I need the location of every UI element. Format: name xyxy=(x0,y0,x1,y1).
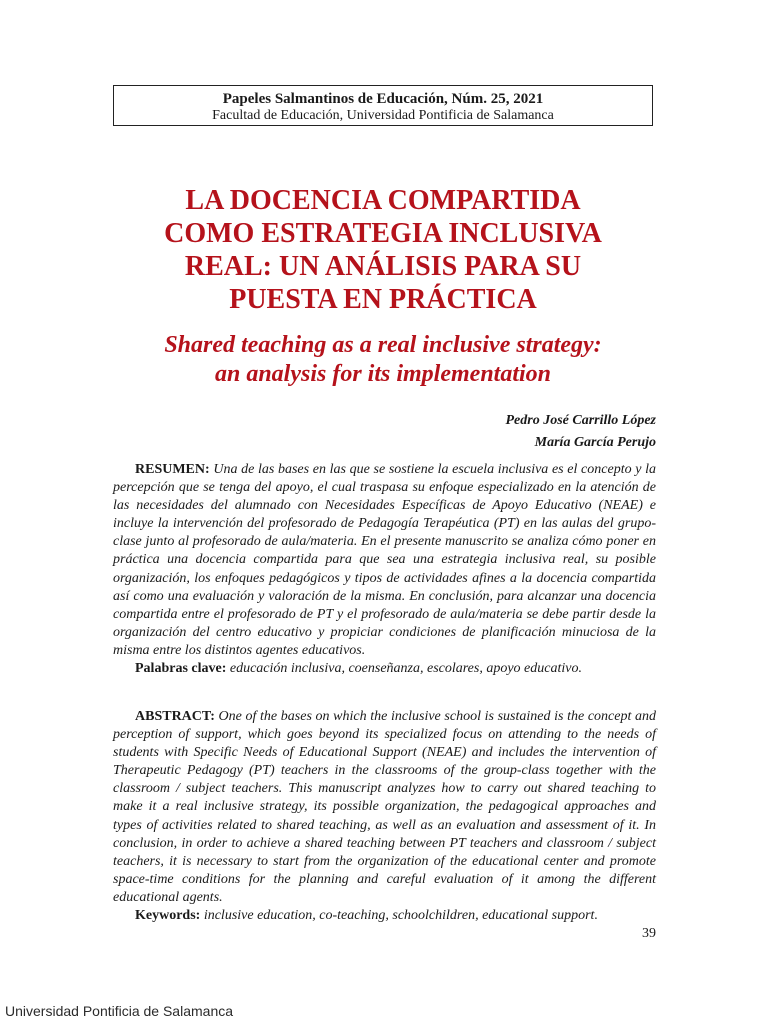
abstract-text: One of the bases on which the inclusive school is sustained is the concept and perception of support, which goes beyond its specialized focus on attending to the needs of students with Specific Needs of Educational Support (NEAE) and includes the intervention of Therapeutic Pedagogy (PT) teachers in the classrooms of the group-class together with the classroom / subject teachers. This manuscript analyzes how to carry out shared teaching to make it a real inclusive strategy, its possible organization, the pedagogical approaches and types of activities related to shared teaching, as well as an evaluation and assessment of it. In conclusion, in order to achieve a shared teaching between PT teachers and classroom / subject teachers, it is necessary to start from the organization of the educational center and promote space-time conditions for the planning and careful evaluation of it among the different educational agents. xyxy=(113,709,657,905)
spanish-title-line: REAL: UN ANÁLISIS PARA SU xyxy=(184,251,582,282)
journal-faculty: Facultad de Educación, Universidad Pontificia de Salamanca xyxy=(212,108,554,123)
resumen-section xyxy=(113,461,656,678)
author-name: María García Perujo xyxy=(534,435,656,450)
palabras-clave-text: educación inclusiva, coenseñanza, escolares, apoyo educativo. xyxy=(229,661,582,677)
spanish-title-line: PUESTA EN PRÁCTICA xyxy=(229,284,537,315)
journal-header-box xyxy=(113,85,653,126)
keywords-label: Keywords: xyxy=(135,908,201,924)
abstract-label: ABSTRACT: xyxy=(135,709,215,724)
page-number: 39 xyxy=(642,926,656,941)
abstract-paragraph xyxy=(113,708,656,907)
resumen-label: RESUMEN: xyxy=(135,462,210,477)
author-list xyxy=(506,410,657,454)
english-title-line: an analysis for its implementation xyxy=(214,361,552,387)
spanish-title-line: LA DOCENCIA COMPARTIDA xyxy=(185,185,581,216)
resumen-text: Una de las bases en las que se sostiene la escuela inclusiva es el concepto y la percepción que se tenga del apoyo, el cual traspasa su enfoque especializado en la atención de las necesidades del alumnado con Necesidades Específicas de Apoyo Educativo (NEAE) e incluye la intervención del profesorado de Pedagogía Terapéutica (PT) en las aulas del grupo-clase junto al profesorado de aula/materia. En el presente manuscrito se analiza cómo poner en práctica una docencia compartida para que sea una estrategia inclusiva real, su posible organización, los enfoques pedagógicos y tipos de actividades afines a la docencia compartida así como una evaluación y valoración de la misma. En conclusión, para alcanzar una docencia compartida entre el profesorado de PT y el profesorado de aula/materia se debe partir desde la organización del centro educativo y propiciar condiciones de planificación minuciosa de la misma entre los distintos agentes educativos. xyxy=(113,462,657,658)
spanish-title-line: COMO ESTRATEGIA INCLUSIVA xyxy=(164,218,602,249)
journal-name: Papeles Salmantinos de Educación, Núm. 25, 2021 xyxy=(222,91,544,107)
english-title xyxy=(90,331,676,389)
spanish-title xyxy=(90,184,676,316)
author-name: Pedro José Carrillo López xyxy=(505,413,656,428)
footer-institution: Universidad Pontificia de Salamanca xyxy=(5,1003,234,1019)
palabras-clave-label: Palabras clave: xyxy=(135,661,227,677)
palabras-clave-paragraph xyxy=(113,660,656,678)
resumen-paragraph xyxy=(113,461,656,660)
abstract-section xyxy=(113,708,656,925)
english-title-line: Shared teaching as a real inclusive strategy: xyxy=(164,332,602,358)
keywords-text: inclusive education, co-teaching, schoolchildren, educational support. xyxy=(203,908,598,924)
keywords-paragraph xyxy=(113,907,656,925)
